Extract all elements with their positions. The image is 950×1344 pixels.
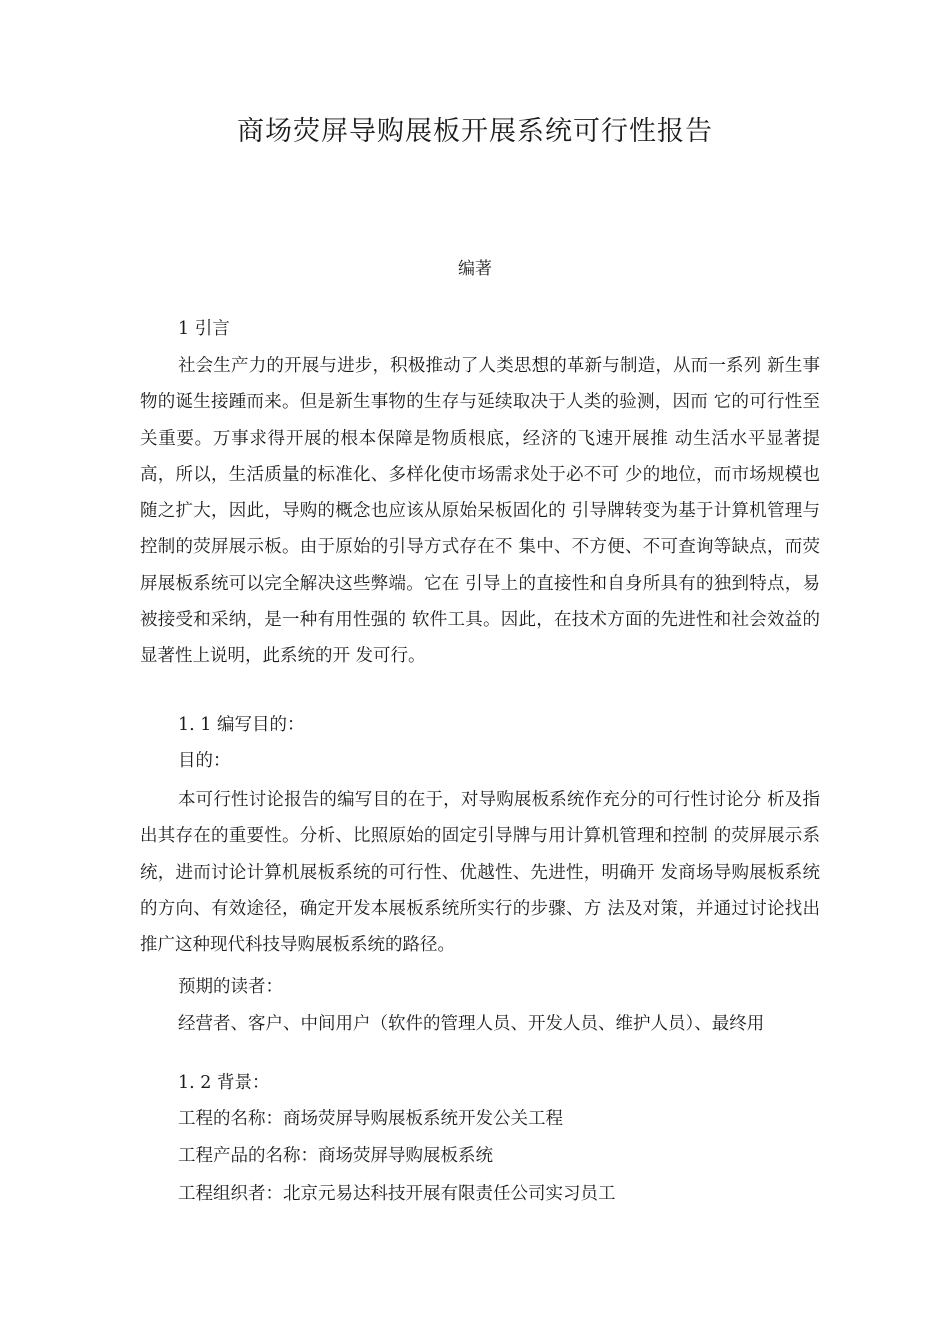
product-name: 工程产品的名称：商场荧屏导购展板系统 (178, 1146, 493, 1166)
author-line: 编著 (458, 259, 492, 279)
project-organizer: 工程组织者：北京元易达科技开展有限责任公司实习员工 (178, 1184, 616, 1204)
readers-label: 预期的读者： (178, 977, 283, 997)
readers-list: 经营者、客户、中间用户（软件的管理人员、开发人员、维护人员）、最终用 (178, 1014, 765, 1034)
document-title: 商场荧屏导购展板开展系统可行性报告 (237, 116, 713, 147)
section-heading-intro: 1 引言 (178, 319, 230, 339)
purpose-label: 目的： (178, 751, 231, 771)
section-heading-purpose: 1. 1 编写目的： (178, 715, 305, 735)
project-name: 工程的名称：商场荧屏导购展板系统开发公关工程 (178, 1109, 563, 1129)
section-heading-background: 1. 2 背景： (178, 1073, 270, 1093)
purpose-paragraph: 本可行性讨论报告的编写目的在于，对导购展板系统作充分的可行性讨论分 析及指出其存在的重要性。分析、比照原始的固定引导牌与用计算机管理和控制 的荧屏展示系统，进而讨论计算机展板系统的可行性、优越性、先进性，明确开 发商场导购展板系统的方向、有效途径，确定开发本展板系统所实行的步骤、方 法及对策，并通过讨论找出推广这种现代科技导购展板系统的路径。 (140, 790, 820, 956)
intro-paragraph: 社会生产力的开展与进步，积极推动了人类思想的革新与制造，从而一系列 新生事物的诞生接踵而来。但是新生事物的生存与延续取决于人类的验测，因而 它的可行性至关重要。万事求得开展的根本保障是物质根底，经济的飞速开展推 动生活水平显著提高，所以，生活质量的标准化、多样化使市场需求处于必不可 少的地位，而市场规模也随之扩大，因此，导购的概念也应该从原始呆板固化的 引导牌转变为基于计算机管理与控制的荧屏展示板。由于原始的引导方式存在不 集中、不方便、不可查询等缺点，而荧屏展板系统可以完全解决这些弊端。它在 引导上的直接性和自身所具有的独到特点，易被接受和采纳，是一种有用性强的 软件工具。因此，在技术方面的先进性和社会效益的显著性上说明，此系统的开 发可行。 (140, 356, 820, 667)
